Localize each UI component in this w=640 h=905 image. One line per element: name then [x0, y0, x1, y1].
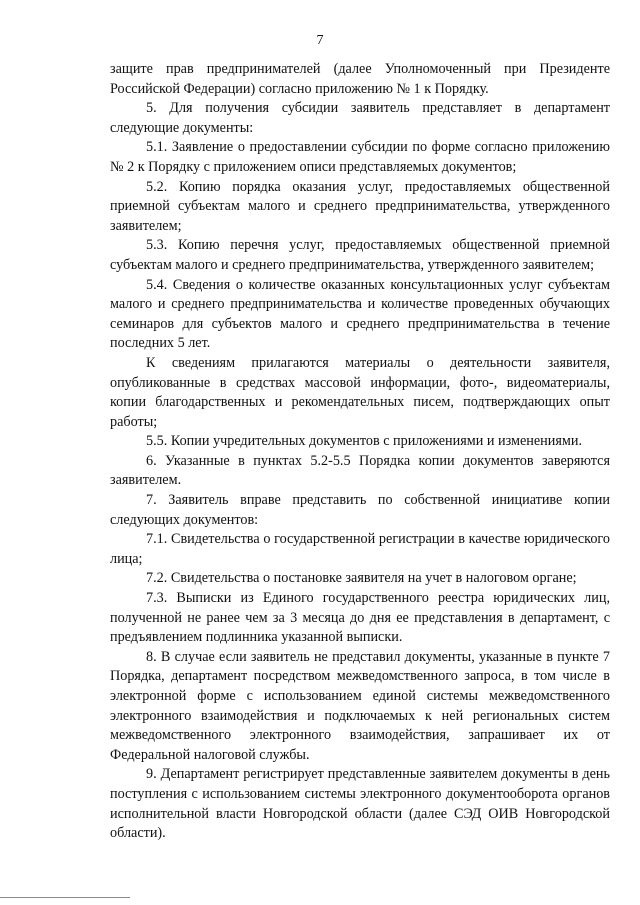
document-body	[110, 60, 610, 844]
paragraph: 5. Для получения субсидии заявитель представляет в департамент следующие документы:	[110, 100, 610, 136]
footer-rule	[0, 897, 130, 898]
page-number: 7	[316, 33, 324, 48]
paragraph: 7. Заявитель вправе представить по собственной инициативе копии следующих документов:	[110, 492, 610, 528]
paragraph: 5.4. Сведения о количестве оказанных консультационных услуг субъектам малого и среднего предпринимательства и количестве проведенных обучающих семинаров для субъектов малого и среднего предпринимательства в течение последних 5 лет.	[110, 276, 610, 352]
paragraph: 7.2. Свидетельства о постановке заявителя на учет в налоговом органе;	[146, 570, 577, 587]
paragraph: 7.3. Выписки из Единого государственного реестра юридических лиц, полученной не ранее чем за 3 месяца до дня ее представления в департамент, с предъявлением подлинника указанной выписки.	[110, 590, 610, 646]
paragraph: защите прав предпринимателей (далее Уполномоченный при Президенте Российской Федерации) согласно приложению № 1 к Порядку.	[110, 61, 610, 97]
paragraph: К сведениям прилагаются материалы о деятельности заявителя, опубликованные в средствах массовой информации, фото-, видеоматериалы, копии благодарственных и рекомендательных писем, подтверждающих опыт работы;	[110, 354, 610, 430]
paragraph: 5.2. Копию порядка оказания услуг, предоставляемых общественной приемной субъектам малого и среднего предпринимательства, утвержденного заявителем;	[110, 178, 610, 234]
paragraph: 9. Департамент регистрирует представленные заявителем документы в день поступления с использованием системы электронного документооборота органов исполнительной власти Новгородской области (далее СЭД ОИВ Новгородской области).	[110, 766, 610, 842]
paragraph: 5.1. Заявление о предоставлении субсидии по форме согласно приложению № 2 к Порядку с приложением описи представляемых документов;	[110, 139, 610, 175]
paragraph: 7.1. Свидетельства о государственной регистрации в качестве юридического лица;	[110, 531, 610, 567]
paragraph: 6. Указанные в пунктах 5.2-5.5 Порядка копии документов заверяются заявителем.	[110, 452, 610, 489]
paragraph: 8. В случае если заявитель не представил документы, указанные в пункте 7 Порядка, департамент посредством межведомственного запроса, в том числе в электронной форме с использованием единой системы межведомственного электронного взаимодействия и подключаемых к ней региональных систем межведомственного электронного взаимодействия, запрашивает их от Федеральной налоговой службы.	[110, 648, 610, 763]
paragraph: 5.3. Копию перечня услуг, предоставляемых общественной приемной субъектам малого и среднего предпринимательства, утвержденного заявителем;	[110, 237, 610, 273]
paragraph: 5.5. Копии учредительных документов с приложениями и изменениями.	[146, 433, 583, 450]
